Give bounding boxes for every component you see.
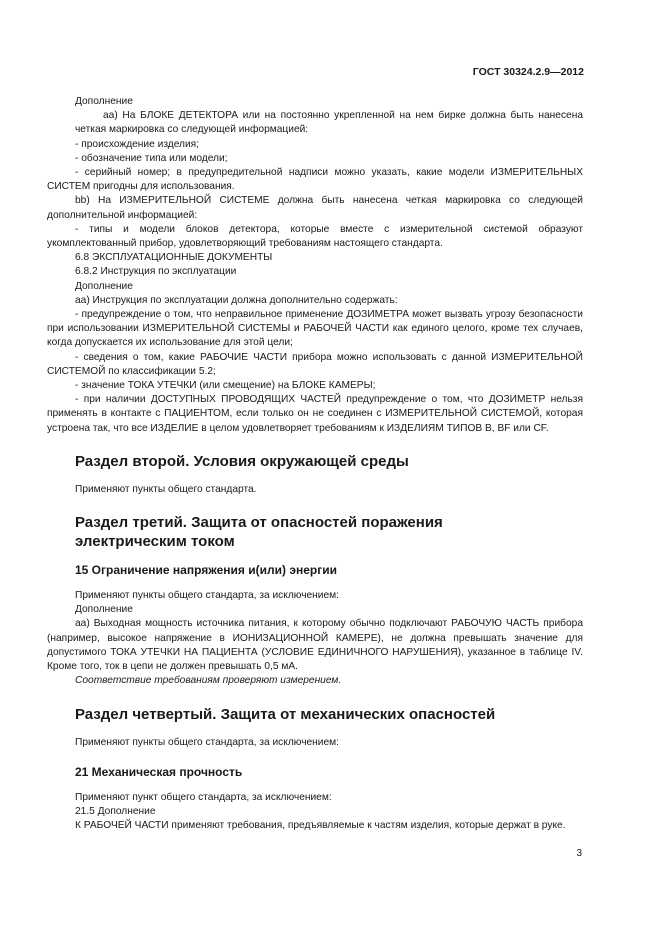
section-title: Раздел третий. Защита от опасностей поражения электрическим током xyxy=(75,514,443,551)
list-item: - происхождение изделия; xyxy=(75,138,200,150)
paragraph: аа) Выходная мощность источника питания, к которому обычно подключают РАБОЧУЮ ЧАСТЬ прибора (например, высокое напряжение в ИОНИЗАЦИОННОЙ КАМЕРЕ), не должна превышать значение для допустимого ТОКА УТЕЧКИ НА ПАЦИЕНТА (УСЛОВИЕ ЕДИНИЧНОГО НАРУШЕНИЯ), указанное в таблице IV. Кроме того, ток в цепи не должен превышать 0,5 мА. xyxy=(47,618,583,673)
paragraph: аа) На БЛОКЕ ДЕТЕКТОРА или на постоянно укрепленной на нем бирке должна быть нанесена четкая маркировка со следующей информацией: xyxy=(75,110,583,136)
clause-heading: 6.8.2 Инструкция по эксплуатации xyxy=(75,266,237,278)
list-item: - серийный номер; в предупредительной надписи можно указать, какие модели ИЗМЕРИТЕЛЬНЫХ СИСТЕМ пригодны для использования. xyxy=(47,167,583,193)
paragraph: Применяют пункты общего стандарта, за исключением: xyxy=(75,736,339,748)
paragraph: К РАБОЧЕЙ ЧАСТИ применяют требования, предъявляемые к частям изделия, которые держат в руке. xyxy=(75,820,566,832)
list-item: - при наличии ДОСТУПНЫХ ПРОВОДЯЩИХ ЧАСТЕЙ предупреждение о том, что ДОЗИМЕТР нельзя применять в контакте с ПАЦИЕНТОМ, если только он не соединен с ИЗМЕРИТЕЛЬНОЙ СИСТЕМОЙ, которая устроена так, что все ИЗДЕЛИЕ в целом удовлетворяет требованиям к ИЗДЕЛИЯМ ТИПОВ В, BF или CF. xyxy=(47,394,583,434)
section-title: Раздел четвертый. Защита от механических опасностей xyxy=(75,705,496,723)
clause-heading: 6.8 ЭКСПЛУАТАЦИОННЫЕ ДОКУМЕНТЫ xyxy=(75,252,273,264)
paragraph: Применяют пункты общего стандарта. xyxy=(75,483,257,495)
paragraph: Применяют пункты общего стандарта, за исключением: xyxy=(75,590,339,602)
page-content xyxy=(47,95,583,833)
paragraph: аа) Инструкция по эксплуатации должна дополнительно содержать: xyxy=(75,294,398,306)
list-item: - типы и модели блоков детектора, которые вместе с измерительной системой образуют укомплектованный прибор, удовлетворяющий требованиям настоящего стандарта. xyxy=(47,223,583,250)
paragraph: Дополнение xyxy=(75,280,133,292)
paragraph: bb) На ИЗМЕРИТЕЛЬНОЙ СИСТЕМЕ должна быть нанесена четкая маркировка со следующей дополнительной информацией: xyxy=(47,195,583,221)
list-item: - сведения о том, какие РАБОЧИЕ ЧАСТИ прибора можно использовать с данной ИЗМЕРИТЕЛЬНОЙ СИСТЕМОЙ по классификации 5.2; xyxy=(47,351,583,377)
paragraph: 21.5 Дополнение xyxy=(75,805,156,817)
verification-note: Соответствие требованиям проверяют измерением. xyxy=(75,675,342,687)
subsection-title: 21 Механическая прочность xyxy=(75,764,243,779)
page-header: ГОСТ 30324.2.9—2012 xyxy=(472,66,584,78)
paragraph: Дополнение xyxy=(75,604,133,616)
paragraph: Дополнение xyxy=(75,96,133,107)
list-item: - предупреждение о том, что неправильное применение ДОЗИМЕТРА может вызвать угрозу безопасности при использовании ИЗМЕРИТЕЛЬНОЙ СИСТЕМЫ и РАБОЧЕЙ ЧАСТИ как единого целого, кроме тех случаев, когда допускается их использование для этой цели; xyxy=(47,309,583,349)
page-number: 3 xyxy=(576,848,582,859)
paragraph: Применяют пункт общего стандарта, за исключением: xyxy=(75,791,332,803)
list-item: - обозначение типа или модели; xyxy=(75,152,228,164)
list-item: - значение ТОКА УТЕЧКИ (или смещение) на БЛОКЕ КАМЕРЫ; xyxy=(75,380,376,392)
section-title: Раздел второй. Условия окружающей среды xyxy=(75,452,409,470)
subsection-title: 15 Ограничение напряжения и(или) энергии xyxy=(75,563,337,578)
